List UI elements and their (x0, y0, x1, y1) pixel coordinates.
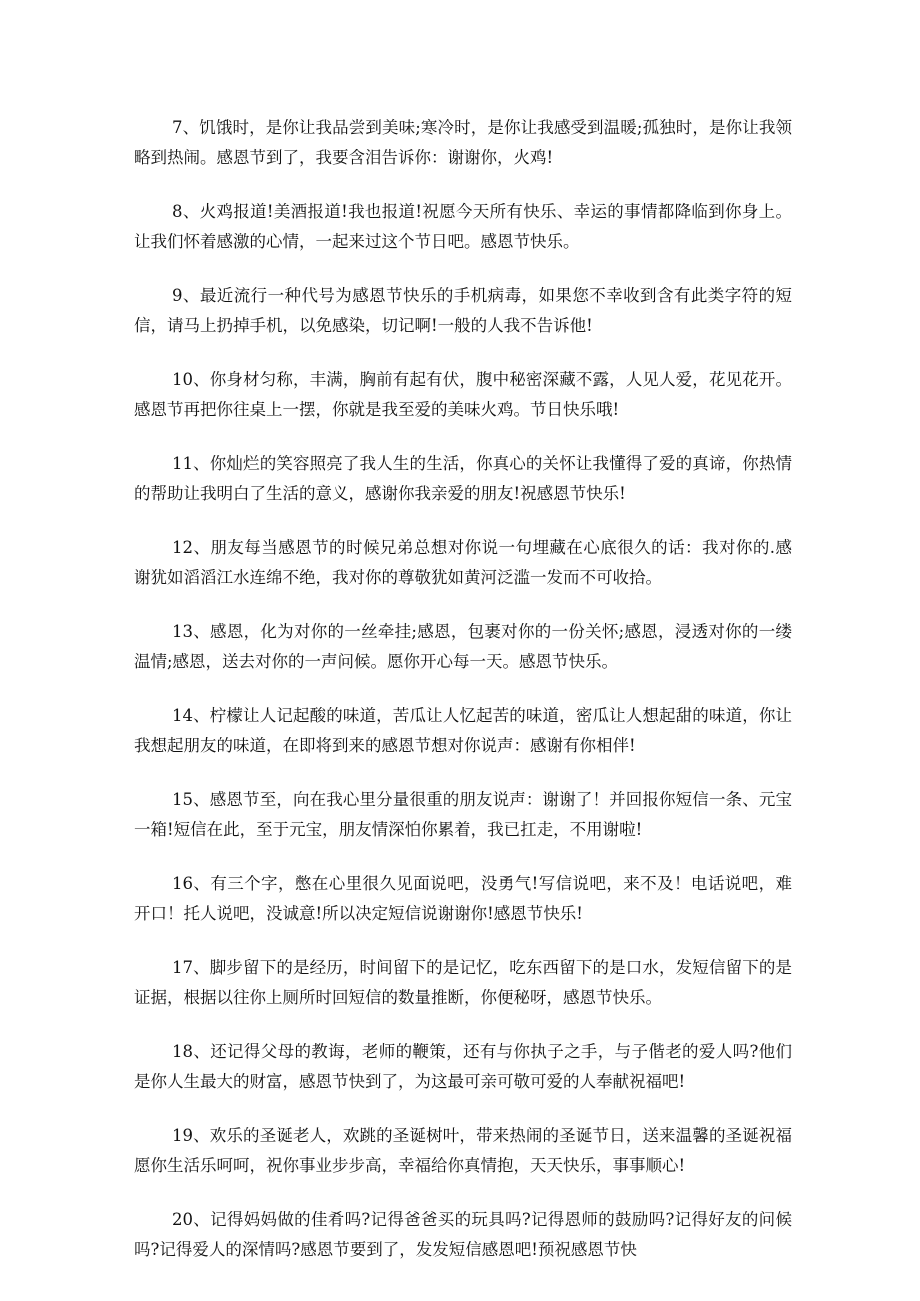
paragraph-13: 13、感恩，化为对你的一丝牵挂;感恩，包裹对你的一份关怀;感恩，浸透对你的一缕温情;感恩，送去对你的一声问候。愿你开心每一天。感恩节快乐。 (134, 622, 792, 671)
paragraph-11: 11、你灿烂的笑容照亮了我人生的生活，你真心的关怀让我懂得了爱的真谛，你热情的帮助让我明白了生活的意义，感谢你我亲爱的朋友!祝感恩节快乐! (134, 454, 792, 503)
paragraph-18: 18、还记得父母的教诲，老师的鞭策，还有与你执子之手，与子偕老的爱人吗?他们是你人生最大的财富，感恩节快到了，为这最可亲可敬可爱的人奉献祝福吧! (134, 1042, 792, 1091)
paragraph-10: 10、你身材匀称，丰满，胸前有起有伏，腹中秘密深藏不露，人见人爱，花见花开。感恩节再把你往桌上一摆，你就是我至爱的美味火鸡。节日快乐哦! (134, 370, 792, 419)
paragraph-14: 14、柠檬让人记起酸的味道，苦瓜让人忆起苦的味道，密瓜让人想起甜的味道，你让我想起朋友的味道，在即将到来的感恩节想对你说声：感谢有你相伴! (134, 706, 792, 755)
paragraph-19: 19、欢乐的圣诞老人，欢跳的圣诞树叶，带来热闹的圣诞节日，送来温馨的圣诞祝福愿你生活乐呵呵，祝你事业步步高，幸福给你真情抱，天天快乐，事事顺心! (134, 1126, 792, 1175)
paragraph-12: 12、朋友每当感恩节的时候兄弟总想对你说一句埋藏在心底很久的话：我对你的.感谢犹如滔滔江水连绵不绝，我对你的尊敬犹如黄河泛滥一发而不可收拾。 (134, 538, 792, 587)
paragraph-15: 15、感恩节至，向在我心里分量很重的朋友说声：谢谢了！并回报你短信一条、元宝一箱!短信在此，至于元宝，朋友情深怕你累着，我已扛走，不用谢啦! (134, 790, 792, 839)
paragraph-7: 7、饥饿时，是你让我品尝到美味;寒冷时，是你让我感受到温暖;孤独时，是你让我领略到热闹。感恩节到了，我要含泪告诉你：谢谢你，火鸡! (134, 118, 792, 167)
paragraph-20: 20、记得妈妈做的佳肴吗?记得爸爸买的玩具吗?记得恩师的鼓励吗?记得好友的问候吗?记得爱人的深情吗?感恩节要到了，发发短信感恩吧!预祝感恩节快 (134, 1210, 792, 1259)
paragraph-9: 9、最近流行一种代号为感恩节快乐的手机病毒，如果您不幸收到含有此类字符的短信，请马上扔掉手机，以免感染，切记啊!一般的人我不告诉他! (134, 286, 792, 335)
document-body (134, 113, 792, 1289)
paragraph-16: 16、有三个字，憋在心里很久见面说吧，没勇气!写信说吧，来不及！电话说吧，难开口！托人说吧，没诚意!所以决定短信说谢谢你!感恩节快乐! (134, 874, 792, 923)
paragraph-17: 17、脚步留下的是经历，时间留下的是记忆，吃东西留下的是口水，发短信留下的是证据，根据以往你上厕所时回短信的数量推断，你便秘呀，感恩节快乐。 (134, 958, 792, 1007)
paragraph-8: 8、火鸡报道!美酒报道!我也报道!祝愿今天所有快乐、幸运的事情都降临到你身上。让我们怀着感激的心情，一起来过这个节日吧。感恩节快乐。 (134, 202, 792, 251)
